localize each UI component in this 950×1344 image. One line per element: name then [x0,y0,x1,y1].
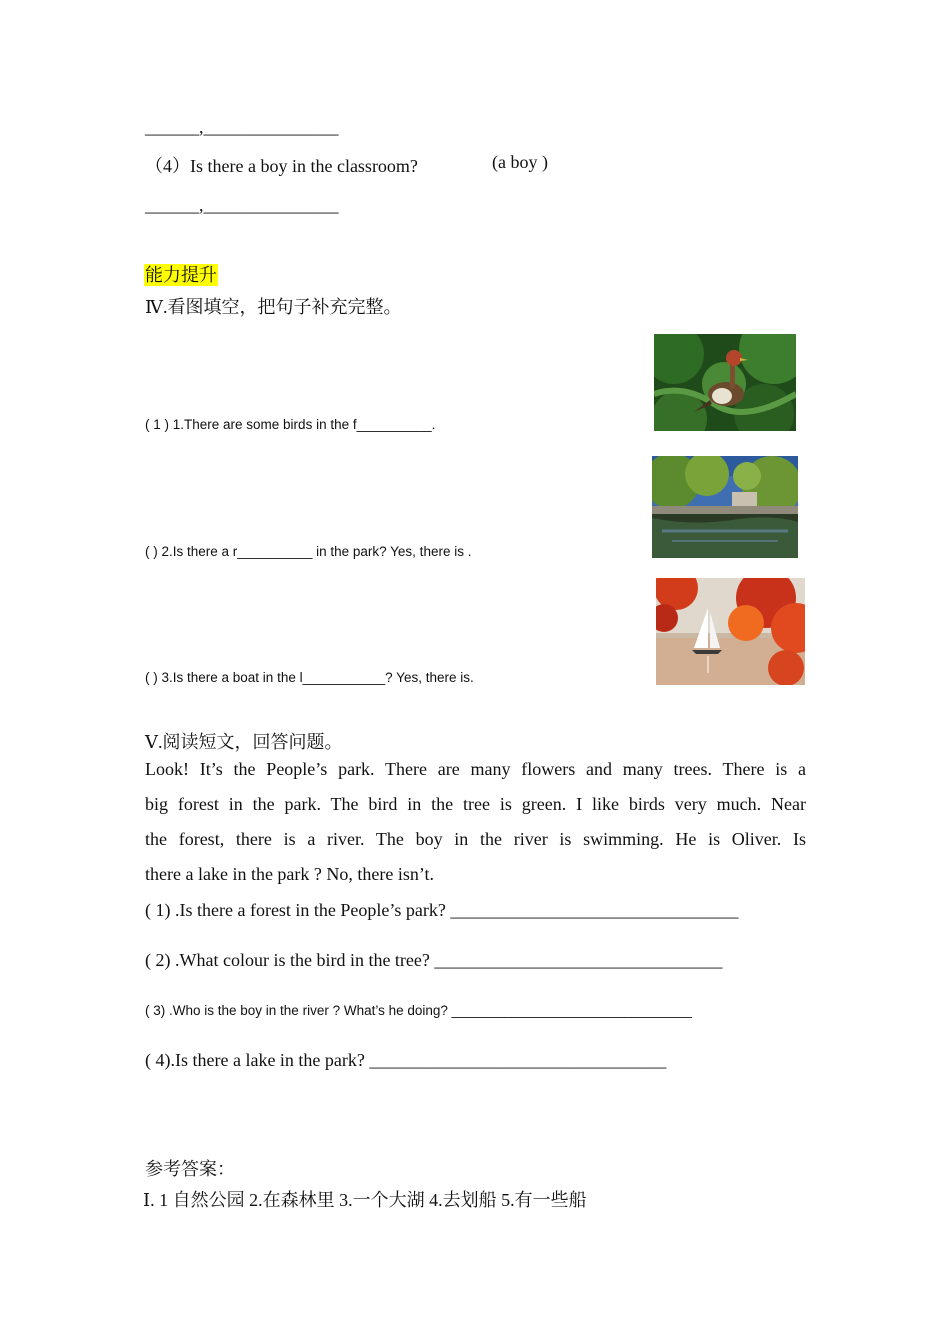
answers-title: 参考答案： [145,1159,235,1179]
answer-blank-line: ______,_______________ [145,117,339,137]
highlighted-heading: 能力提升 [145,265,217,285]
reading-question-1: ( 1) .Is there a forest in the People’s park? ________________________________ [145,900,739,920]
passage-line: there a lake in the park ? No, there isn’t. [145,864,435,884]
answer-blank-line: ______,_______________ [145,195,339,215]
section-4-title: Ⅳ.看图填空，把句子补充完整。 [145,297,402,317]
picture-question-1: ( 1 ) 1.There are some birds in the f__________. [145,417,436,432]
passage-line: big forest in the park. The bird in the tree is green. I like birds very much. Near [145,794,806,814]
boat-on-lake-photo [656,578,805,685]
reading-passage [145,752,806,892]
passage-line: the forest, there is a river. The boy in the river is swimming. He is Oliver. Is [145,829,806,849]
answers-line-1: Ⅰ. 1 自然公园 2.在森林里 3.一个大湖 4.去划船 5.有一些船 [143,1190,587,1210]
picture-question-2: ( ) 2.Is there a r__________ in the park? Yes, there is . [145,544,472,559]
question-4: （4）Is there a boy in the classroom? [145,156,418,176]
passage-line: Look! It’s the People’s park. There are many flowers and many trees. There is a [145,759,806,779]
reading-question-3: ( 3) .Who is the boy in the river ? What’s he doing? ________________________________ [145,1003,692,1018]
reading-question-4: ( 4).Is there a lake in the park? _________________________________ [145,1050,667,1070]
bird-in-forest-photo [654,334,796,431]
section-label [144,261,218,287]
question-4-hint: (a boy ) [492,152,548,172]
reading-question-2: ( 2) .What colour is the bird in the tree? ________________________________ [145,950,723,970]
picture-question-3: ( ) 3.Is there a boat in the l___________? Yes, there is. [145,670,474,685]
section-5-title: Ⅴ.阅读短文，回答问题。 [145,732,343,752]
park-river-photo [652,456,798,558]
